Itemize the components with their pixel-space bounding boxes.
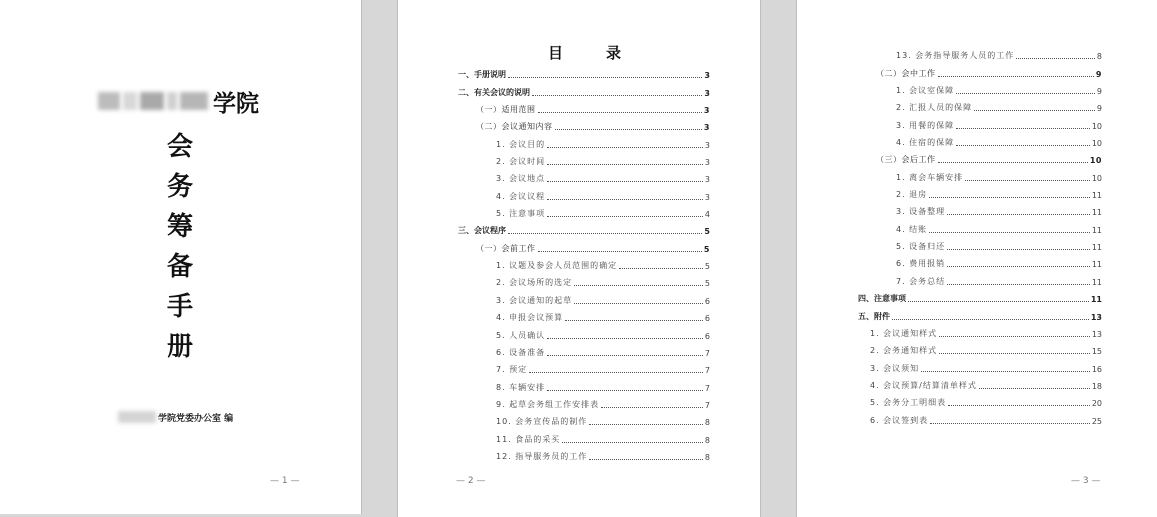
- toc-entry-page: 11: [1091, 243, 1102, 253]
- toc-entry[interactable]: [858, 61, 1102, 78]
- toc-leader-dots: [947, 284, 1090, 285]
- toc-entry-page: 7: [704, 348, 710, 358]
- toc-entry-page: 5: [704, 227, 710, 237]
- toc-entry-page: 13: [1090, 312, 1102, 322]
- toc-entry-page: 11: [1091, 208, 1102, 218]
- toc-leader-dots: [619, 268, 703, 269]
- toc-entry-page: 25: [1091, 416, 1102, 426]
- toc-entry-title: 5. 会务分工明细表: [870, 398, 947, 408]
- toc-leader-dots: [532, 95, 702, 96]
- toc-entry-title: 2. 会务通知样式: [870, 346, 938, 356]
- toc-leader-dots: [547, 147, 703, 148]
- toc-entry-page: 11: [1091, 191, 1102, 201]
- toc-leader-dots: [908, 301, 1089, 302]
- toc-entry[interactable]: [458, 358, 710, 375]
- toc-entry-title: （二）会议通知内容: [476, 122, 553, 132]
- toc-entry-page: 6: [704, 331, 710, 341]
- toc-entry-title: 2. 退房: [896, 190, 928, 200]
- toc-entry[interactable]: [458, 288, 710, 305]
- toc-entry-title: 4. 申报会议预算: [496, 313, 564, 323]
- toc-entry-title: 7. 预定: [496, 365, 528, 375]
- toc-leader-dots: [921, 371, 1090, 372]
- toc-entry-title: 二、有关会议的说明: [458, 87, 530, 97]
- toc-entry-title: （二）会中工作: [876, 68, 936, 78]
- toc-entry-title: 四、注意事项: [858, 294, 906, 304]
- toc-entry[interactable]: [458, 410, 710, 427]
- toc-entry-page: 18: [1091, 381, 1102, 391]
- toc-entry[interactable]: [858, 113, 1102, 130]
- toc-entry-title: 一、手册说明: [458, 70, 506, 80]
- toc-entry-page: 7: [704, 383, 710, 393]
- toc-leader-dots: [574, 285, 703, 286]
- toc-leader-dots: [979, 388, 1090, 389]
- toc-leader-dots: [538, 112, 702, 113]
- toc-leader-dots: [938, 162, 1088, 163]
- toc-entry-page: 11: [1090, 295, 1102, 305]
- toc-leader-dots: [974, 110, 1095, 111]
- toc-entry-page: 10: [1091, 173, 1102, 183]
- toc-entry-title: 5. 人员确认: [496, 330, 546, 340]
- toc-entry[interactable]: [458, 184, 710, 201]
- toc-entry[interactable]: [858, 374, 1102, 391]
- toc-entry-title: 2. 会议场所的选定: [496, 278, 573, 288]
- toc-entry-page: 5: [704, 262, 710, 272]
- toc-entry[interactable]: [858, 269, 1102, 286]
- toc-entry-page: 3: [703, 106, 710, 116]
- page-number: — 1 —: [270, 476, 300, 486]
- toc-entry-title: 3. 会议地点: [496, 174, 546, 184]
- toc-list: [458, 63, 710, 462]
- toc-entry[interactable]: [458, 236, 710, 253]
- toc-entry[interactable]: [858, 391, 1102, 408]
- toc-entry-page: 3: [703, 123, 710, 133]
- toc-entry-title: 6. 费用报销: [896, 259, 946, 269]
- toc-entry-title: 三、会议程序: [458, 226, 506, 236]
- toc-entry-title: 13. 会务指导服务人员的工作: [896, 51, 1015, 61]
- toc-leader-dots: [947, 266, 1090, 267]
- toc-entry-page: 11: [1091, 260, 1102, 270]
- toc-entry-page: 6: [704, 314, 710, 324]
- toc-entry-title: 2. 会议时间: [496, 157, 546, 167]
- toc-entry-title: 8. 车辆安排: [496, 382, 546, 392]
- toc-entry[interactable]: [458, 98, 710, 115]
- toc-entry-page: 9: [1095, 69, 1102, 79]
- school-name: [98, 84, 259, 118]
- toc-leader-dots: [956, 93, 1095, 94]
- toc-leader-dots: [956, 128, 1090, 129]
- title-char: 会: [166, 132, 193, 162]
- toc-entry[interactable]: [458, 254, 710, 271]
- toc-entry[interactable]: [858, 304, 1102, 321]
- toc-entry[interactable]: [858, 339, 1102, 356]
- toc-entry[interactable]: [458, 341, 710, 358]
- toc-entry-page: 6: [704, 296, 710, 306]
- toc-entry-title: 2. 汇报人员的保障: [896, 103, 973, 113]
- toc-entry[interactable]: [858, 287, 1102, 304]
- toc-leader-dots: [930, 423, 1090, 424]
- toc-entry[interactable]: [458, 80, 710, 97]
- toc-entry-title: （三）会后工作: [876, 155, 936, 165]
- toc-entry-page: 3: [704, 140, 710, 150]
- toc-entry-title: 7. 会务总结: [896, 276, 946, 286]
- toc-entry-title: 10. 会务宣传品的制作: [496, 417, 588, 427]
- toc-entry[interactable]: [458, 375, 710, 392]
- redacted-block: [140, 92, 164, 110]
- toc-entry[interactable]: [858, 217, 1102, 234]
- toc-entry-title: 11. 食品的采买: [496, 434, 561, 444]
- toc-entry-title: 1. 会议通知样式: [870, 328, 938, 338]
- cover-title: [160, 127, 200, 367]
- toc-heading: 目 录: [548, 44, 636, 62]
- toc-entry[interactable]: [858, 200, 1102, 217]
- toc-leader-dots: [601, 407, 703, 408]
- toc-entry-page: 10: [1091, 121, 1102, 131]
- toc-leader-dots: [929, 232, 1090, 233]
- toc-entry-page: 3: [704, 158, 710, 168]
- toc-leader-dots: [589, 424, 703, 425]
- redacted-block: [167, 92, 177, 110]
- toc-entry[interactable]: [858, 183, 1102, 200]
- title-char: 筹: [166, 212, 193, 242]
- school-suffix: 学院: [213, 89, 259, 117]
- toc-entry-title: （一）会前工作: [476, 243, 536, 253]
- toc-entry[interactable]: [458, 202, 710, 219]
- title-char: 手: [166, 292, 193, 322]
- toc-entry-page: 5: [704, 279, 710, 289]
- toc-leader-dots: [947, 249, 1090, 250]
- toc-entry[interactable]: [458, 427, 710, 444]
- toc-entry[interactable]: [458, 306, 710, 323]
- toc-entry-title: 五、附件: [858, 311, 890, 321]
- toc-entry-page: 10: [1091, 139, 1102, 149]
- toc-leader-dots: [547, 199, 703, 200]
- toc-entry-page: 11: [1091, 225, 1102, 235]
- toc-entry-title: 9. 起草会务组工作安排表: [496, 399, 600, 409]
- toc-entry-title: 1. 议题及参会人员范围的确定: [496, 261, 618, 271]
- toc-page-2: [796, 0, 1157, 517]
- toc-entry-title: 12. 指导服务员的工作: [496, 451, 588, 461]
- toc-leader-dots: [538, 251, 702, 252]
- toc-leader-dots: [508, 233, 702, 234]
- toc-leader-dots: [547, 164, 703, 165]
- toc-entry[interactable]: [858, 165, 1102, 182]
- toc-leader-dots: [939, 353, 1090, 354]
- page-number: — 3 —: [1071, 476, 1101, 486]
- toc-leader-dots: [948, 405, 1090, 406]
- toc-entry-title: （一）适用范围: [476, 105, 536, 115]
- toc-entry-page: 7: [704, 400, 710, 410]
- toc-entry[interactable]: [458, 150, 710, 167]
- toc-entry-page: 3: [704, 88, 710, 98]
- toc-entry[interactable]: [858, 96, 1102, 113]
- toc-entry[interactable]: [858, 356, 1102, 373]
- toc-entry[interactable]: [858, 322, 1102, 339]
- toc-entry-title: 4. 会议议程: [496, 191, 546, 201]
- toc-leader-dots: [574, 303, 703, 304]
- toc-entry[interactable]: [458, 323, 710, 340]
- cover-page: [0, 0, 362, 514]
- toc-entry-title: 5. 注意事项: [496, 209, 546, 219]
- toc-entry-page: 8: [704, 418, 710, 428]
- toc-entry-page: 8: [1096, 52, 1102, 62]
- toc-entry-title: 1. 会议目的: [496, 139, 546, 149]
- toc-entry-title: 1. 会议室保障: [896, 86, 955, 96]
- toc-entry-title: 6. 设备准备: [496, 347, 546, 357]
- toc-entry-title: 6. 会议签到表: [870, 415, 929, 425]
- toc-leader-dots: [929, 197, 1090, 198]
- toc-entry-page: 8: [704, 435, 710, 445]
- toc-entry-page: 3: [704, 192, 710, 202]
- toc-entry[interactable]: [858, 408, 1102, 425]
- editor-line: [118, 408, 233, 426]
- toc-entry-page: 16: [1091, 364, 1102, 374]
- toc-entry[interactable]: [458, 445, 710, 462]
- toc-entry[interactable]: [858, 148, 1102, 165]
- toc-entry-page: 5: [703, 244, 710, 254]
- toc-entry-page: 9: [1096, 87, 1102, 97]
- toc-leader-dots: [547, 181, 703, 182]
- toc-entry-page: 13: [1091, 329, 1102, 339]
- toc-entry-page: 10: [1089, 156, 1102, 166]
- toc-entry-title: 5. 设备归还: [896, 242, 946, 252]
- toc-entry-title: 4. 会议预算/结算清单样式: [870, 380, 977, 390]
- toc-entry-title: 4. 结账: [896, 224, 928, 234]
- toc-entry-title: 3. 会议须知: [870, 363, 920, 373]
- toc-leader-dots: [508, 77, 702, 78]
- toc-entry-page: 11: [1091, 277, 1102, 287]
- toc-page-1: [397, 0, 761, 517]
- toc-entry[interactable]: [458, 271, 710, 288]
- toc-leader-dots: [1016, 58, 1095, 59]
- toc-leader-dots: [547, 338, 703, 339]
- toc-entry[interactable]: [458, 63, 710, 80]
- toc-entry-page: 3: [704, 175, 710, 185]
- toc-entry-page: 9: [1096, 104, 1102, 114]
- toc-entry-title: 3. 设备整理: [896, 207, 946, 217]
- toc-entry-page: 20: [1091, 399, 1102, 409]
- page-number: — 2 —: [456, 476, 486, 486]
- title-char: 务: [166, 172, 193, 202]
- toc-leader-dots: [555, 129, 702, 130]
- toc-entry[interactable]: [458, 167, 710, 184]
- redacted-block: [118, 411, 156, 423]
- toc-list: [858, 44, 1102, 426]
- toc-leader-dots: [956, 145, 1090, 146]
- redacted-block: [123, 92, 137, 110]
- toc-entry-title: 1. 离会车辆安排: [896, 172, 964, 182]
- toc-entry-page: 4: [704, 210, 710, 220]
- toc-entry-page: 7: [704, 366, 710, 376]
- toc-entry[interactable]: [858, 44, 1102, 61]
- toc-entry[interactable]: [458, 393, 710, 410]
- title-char: 备: [166, 252, 193, 282]
- toc-entry-page: 8: [704, 452, 710, 462]
- toc-entry[interactable]: [858, 79, 1102, 96]
- redacted-block: [180, 92, 208, 110]
- toc-leader-dots: [562, 442, 703, 443]
- toc-entry-page: 3: [704, 71, 710, 81]
- editor-text: 学院党委办公室 编: [158, 413, 234, 424]
- toc-leader-dots: [547, 216, 703, 217]
- toc-leader-dots: [938, 76, 1094, 77]
- toc-leader-dots: [589, 459, 703, 460]
- toc-entry[interactable]: [458, 219, 710, 236]
- toc-entry[interactable]: [858, 235, 1102, 252]
- toc-leader-dots: [529, 372, 703, 373]
- toc-entry-title: 4. 住宿的保障: [896, 138, 955, 148]
- redacted-block: [98, 92, 120, 110]
- toc-entry-title: 3. 用餐的保障: [896, 120, 955, 130]
- toc-leader-dots: [947, 214, 1090, 215]
- toc-leader-dots: [939, 336, 1090, 337]
- toc-entry[interactable]: [458, 132, 710, 149]
- toc-leader-dots: [892, 319, 1089, 320]
- toc-leader-dots: [547, 390, 703, 391]
- toc-leader-dots: [965, 180, 1090, 181]
- title-char: 册: [166, 332, 193, 362]
- toc-entry-page: 15: [1091, 347, 1102, 357]
- toc-entry[interactable]: [858, 131, 1102, 148]
- toc-entry[interactable]: [458, 115, 710, 132]
- toc-leader-dots: [547, 355, 703, 356]
- toc-entry-title: 3. 会议通知的起草: [496, 295, 573, 305]
- toc-leader-dots: [565, 320, 703, 321]
- toc-entry[interactable]: [858, 252, 1102, 269]
